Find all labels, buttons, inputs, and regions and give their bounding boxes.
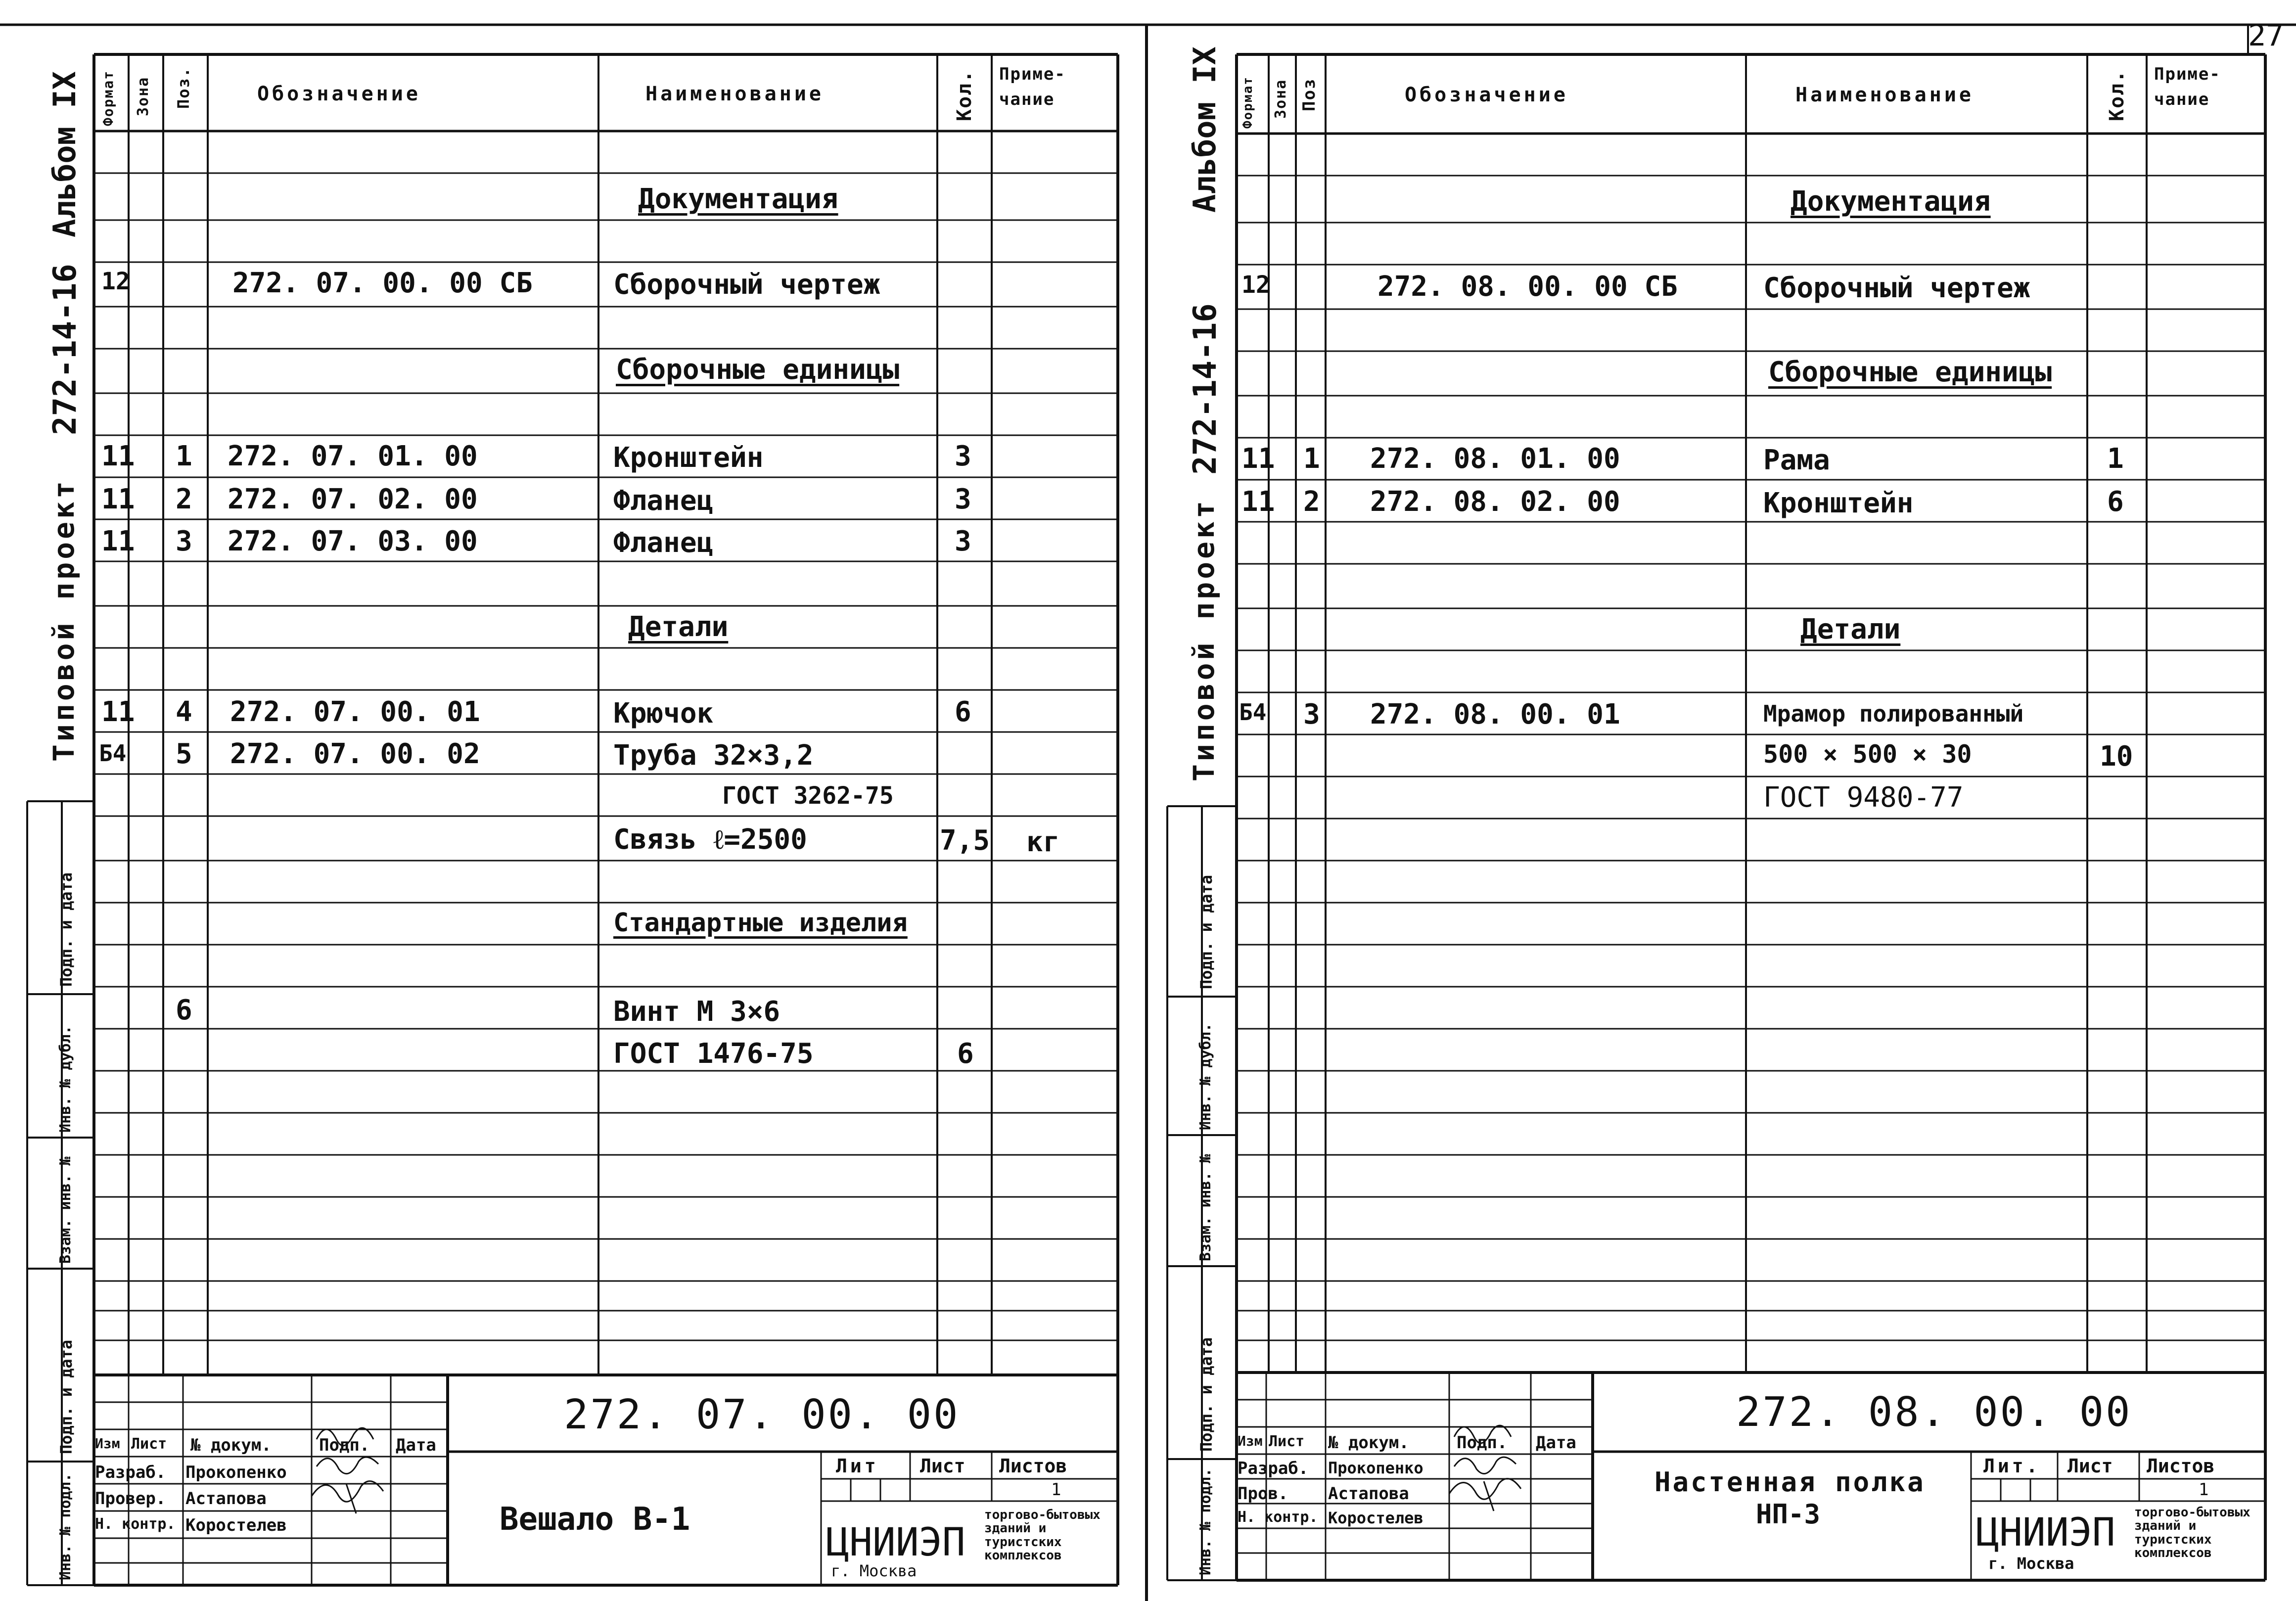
row-kol: 3 (955, 525, 971, 557)
tb-name: Прокопенко (1328, 1459, 1424, 1477)
row-oboznachenie: 272. 08. 01. 00 (1370, 443, 1620, 475)
row-format: 11 (101, 483, 135, 515)
signature-2 (1454, 1457, 1516, 1474)
row-format: 11 (1241, 443, 1275, 475)
sheets-count: 1 (1051, 1480, 1061, 1500)
project-code-label: 272-14-16 (47, 264, 84, 435)
tb-name: Астапова (1328, 1484, 1409, 1504)
margin-label-inv-dubl: Инв. № дубл. (57, 1025, 74, 1133)
row-kol: 6 (955, 696, 971, 728)
tb-col-list: Лист (131, 1435, 167, 1453)
tb-role: Н. контр. (1238, 1509, 1318, 1526)
org-description: торгово-бытовых зданий и туристских комплексов (2134, 1505, 2250, 1560)
row-naimenovanie: Сборочный чертеж (613, 269, 880, 301)
header-poz: Поз (1299, 78, 1319, 111)
lit-label: Лит (836, 1455, 879, 1477)
sheet-label: Лист (2067, 1455, 2113, 1477)
header-oboznachenie: Обозначение (257, 83, 421, 105)
row-oboznachenie: 272. 07. 03. 00 (228, 525, 478, 557)
right-sheet (1152, 0, 2296, 1601)
row-poz: 1 (1303, 443, 1320, 475)
tb-name: Коростелев (185, 1515, 287, 1535)
row-naimenovanie: Крючок (613, 697, 714, 730)
row-format: Б4 (1239, 699, 1267, 726)
tb-col-podp: Подп. (319, 1435, 370, 1455)
header-naimenovanie: Наименование (1795, 84, 1974, 106)
row-format: 11 (101, 696, 135, 728)
lit-label: Лит. (1983, 1455, 2041, 1477)
row-naimenovanie: Кронштейн (1763, 487, 1914, 519)
tb-name: Коростелев (1328, 1509, 1424, 1527)
row-naimenovanie: ГОСТ 3262-75 (722, 782, 894, 810)
right-grid (1152, 0, 2296, 1601)
row-poz: 6 (176, 994, 192, 1026)
row-naimenovanie: Сборочный чертеж (1763, 272, 2030, 304)
row-format: 11 (101, 525, 135, 557)
margin-label-podp-data-1: Подп. и дата (57, 872, 76, 987)
row-poz: 5 (176, 738, 192, 770)
tb-name: Астапова (185, 1489, 267, 1509)
row-oboznachenie: 272. 07. 01. 00 (228, 440, 478, 472)
row-format: Б4 (99, 740, 127, 767)
org-name: ЦНИИЭП (1976, 1510, 2115, 1555)
row-format: 12 (101, 268, 130, 295)
product-name: Вешало В-1 (500, 1501, 690, 1538)
org-city: г. Москва (831, 1561, 917, 1580)
margin-label-podp-data-2: Подп. и дата (1197, 1337, 1216, 1452)
tb-role: Пров. (1238, 1484, 1288, 1504)
album-label: Альбом IX (1187, 46, 1223, 213)
header-prim: Приме-чание (999, 64, 1066, 109)
row-kol: 3 (955, 483, 971, 515)
row-kol: 6 (2107, 486, 2124, 518)
section-assembly-units: Сборочные единицы (1768, 356, 2052, 388)
row-format: 12 (1241, 271, 1270, 299)
sheets-count: 1 (2199, 1480, 2209, 1500)
org-city: г. Москва (1988, 1554, 2074, 1573)
section-standard-items: Стандартные изделия (613, 908, 908, 938)
row-kol: 7,5 (940, 824, 990, 857)
project-code-label: 272-14-16 (1187, 303, 1224, 475)
product-name-line-1: Настенная полка (1654, 1466, 1926, 1498)
signature-2 (317, 1457, 378, 1474)
row-naimenovanie: Рама (1763, 444, 1830, 476)
row-naimenovanie: ГОСТ 1476-75 (613, 1038, 814, 1070)
product-name-line-2: НП-3 (1756, 1499, 1821, 1530)
row-naimenovanie: Мрамор полированный (1763, 700, 2024, 727)
row-poz: 3 (176, 525, 192, 557)
row-oboznachenie: 272. 07. 00. 00 СБ (232, 267, 533, 299)
section-details: Детали (628, 611, 729, 643)
row-prim: кг (1026, 826, 1060, 858)
tb-col-ndok: № докум. (190, 1435, 272, 1455)
margin-label-vzam-inv: Взам. инв. № (1197, 1154, 1214, 1261)
row-poz: 2 (1303, 486, 1320, 518)
row-oboznachenie: 272. 08. 00. 00 СБ (1378, 271, 1678, 303)
header-kol: Кол. (953, 69, 976, 121)
row-format: 11 (101, 440, 135, 472)
tb-col-data: Дата (396, 1435, 436, 1455)
project-type-label: Типовой проект (47, 478, 81, 762)
tb-role: Н. контр. (95, 1515, 176, 1533)
margin-label-vzam-inv: Взам. инв. № (57, 1156, 74, 1264)
tb-role: Провер. (95, 1489, 166, 1509)
section-documentation: Документация (1791, 185, 1991, 218)
tb-col-list: Лист (1269, 1433, 1305, 1450)
margin-label-inv-podl: Инв. № подл. (1197, 1468, 1214, 1575)
row-kol: 10 (2100, 740, 2133, 773)
tb-name: Прокопенко (185, 1463, 287, 1482)
page-number: 27 (2248, 18, 2284, 53)
tb-col-izm: Изм (95, 1435, 120, 1452)
margin-label-inv-dubl: Инв. № дубл. (1197, 1023, 1214, 1130)
header-zona: Зона (135, 76, 152, 116)
margin-label-inv-podl: Инв. № подл. (57, 1473, 74, 1580)
signature-3 (1449, 1479, 1521, 1511)
album-label: Альбом IX (46, 71, 83, 237)
tb-role: Разраб. (95, 1463, 166, 1482)
row-oboznachenie: 272. 07. 00. 02 (230, 738, 480, 770)
header-oboznachenie: Обозначение (1405, 84, 1568, 106)
left-sheet (0, 0, 1138, 1601)
tb-col-izm: Изм (1238, 1433, 1263, 1449)
row-poz: 4 (176, 696, 192, 728)
row-kol: 6 (957, 1038, 974, 1070)
row-naimenovanie: Связь ℓ=2500 (613, 823, 807, 856)
sheets-label: Листов (999, 1455, 1067, 1477)
row-oboznachenie: 272. 07. 00. 01 (230, 696, 480, 728)
row-naimenovanie: ГОСТ 9480-77 (1763, 781, 1964, 814)
row-naimenovanie: Фланец (613, 485, 714, 517)
row-naimenovanie: Фланец (613, 527, 714, 559)
row-oboznachenie: 272. 07. 02. 00 (228, 483, 478, 515)
header-format: Формат (1240, 76, 1255, 129)
tb-col-podp: Подп. (1457, 1433, 1508, 1453)
row-naimenovanie: Винт М 3×6 (613, 996, 781, 1028)
row-poz: 2 (176, 483, 192, 515)
section-documentation: Документация (638, 183, 838, 215)
designation: 272. 08. 00. 00 (1736, 1389, 2132, 1436)
sheet-label: Лист (920, 1455, 965, 1477)
row-kol: 3 (955, 440, 971, 472)
section-details: Детали (1800, 613, 1901, 645)
tb-col-ndok: № докум. (1328, 1433, 1409, 1453)
row-kol: 1 (2107, 443, 2124, 475)
project-type-label: Типовой проект (1187, 498, 1221, 781)
org-name: ЦНИИЭП (826, 1520, 965, 1565)
header-format: Формат (100, 70, 116, 126)
row-naimenovanie: Кронштейн (613, 442, 764, 474)
row-naimenovanie: 500 × 500 × 30 (1763, 740, 1972, 769)
header-naimenovanie: Наименование (645, 83, 824, 105)
designation: 272. 07. 00. 00 (564, 1391, 960, 1438)
signature-3 (312, 1481, 383, 1513)
margin-label-podp-data-1: Подп. и дата (1197, 874, 1216, 989)
left-grid (0, 0, 1138, 1601)
tb-col-data: Дата (1536, 1433, 1576, 1453)
org-description: торгово-бытовых зданий и туристских комплексов (984, 1508, 1101, 1563)
row-oboznachenie: 272. 08. 02. 00 (1370, 486, 1620, 518)
sheets-label: Листов (2147, 1455, 2215, 1477)
margin-label-podp-data-2: Подп. и дата (57, 1339, 76, 1454)
header-zona: Зона (1272, 79, 1289, 119)
row-poz: 3 (1303, 698, 1320, 731)
header-kol: Кол. (2106, 69, 2128, 121)
tb-role: Разраб. (1238, 1459, 1309, 1478)
header-poz: Поз. (174, 66, 193, 109)
row-poz: 1 (176, 440, 192, 472)
row-naimenovanie: Труба 32×3,2 (613, 739, 814, 772)
header-prim: Приме-чание (2154, 64, 2221, 109)
section-assembly-units: Сборочные единицы (616, 354, 900, 386)
row-format: 11 (1241, 486, 1275, 518)
row-oboznachenie: 272. 08. 00. 01 (1370, 698, 1620, 731)
